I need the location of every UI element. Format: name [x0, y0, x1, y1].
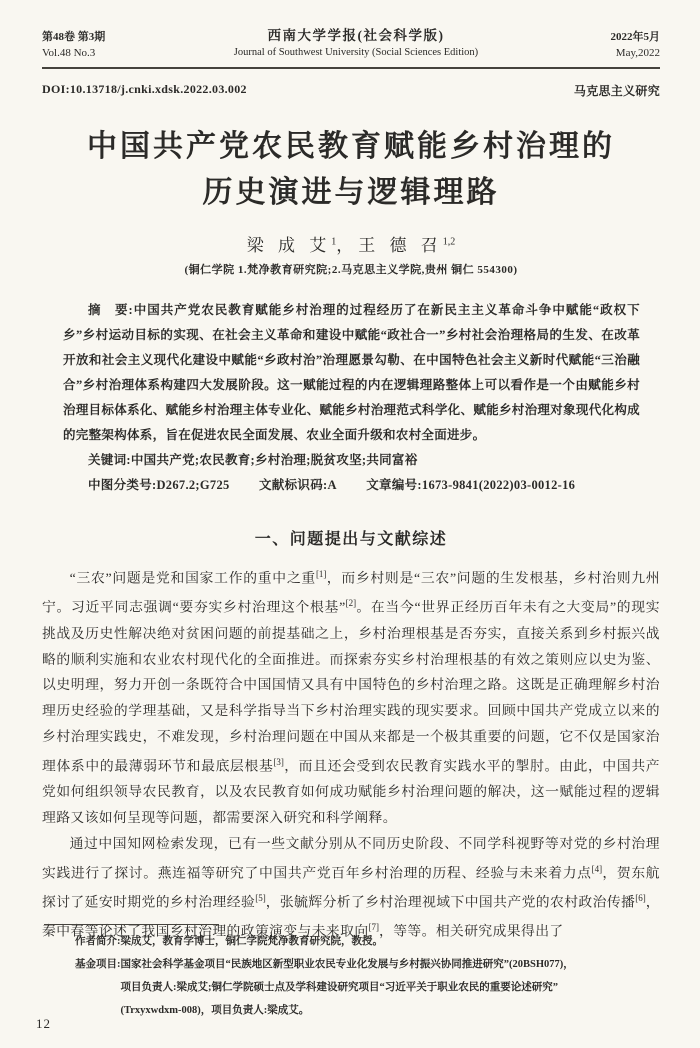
clc-number: 中图分类号:D267.2;G725	[88, 478, 230, 492]
doi: DOI:10.13718/j.cnki.xdsk.2022.03.002	[42, 82, 247, 96]
journal-name	[172, 28, 540, 61]
volume-issue-en: Vol.48 No.3	[42, 47, 96, 59]
author-bio-text: 梁成艾，教育学博士，铜仁学院梵净教育研究院，教授。	[120, 936, 383, 947]
article-title-line2: 历史演进与逻辑理路	[202, 176, 500, 209]
page-number: 12	[36, 1016, 51, 1031]
article-meta	[63, 473, 640, 498]
volume-issue-cn: 第48卷 第3期	[42, 31, 106, 43]
journal-name-en: Journal of Southwest University (Social Sciences Edition)	[233, 47, 479, 58]
keywords-label: 关键词:	[88, 453, 131, 467]
body-paragraph-2: 通过中国知网检索发现，已有一些文献分别从不同历史阶段、不同学科视野等对党的乡村治理实践进行了探讨。燕连福等研究了中国共产党百年乡村治理的历程、经验与未来着力点[4]，贺东航探讨了延安时期党的乡村治理经验[5]，张毓辉分析了乡村治理视域下中国共产党的农村政治传播[6]，秦中春等论述了我国乡村治理的政策演变与未来取向[7]，等等。相关研究成果得出了	[42, 835, 660, 939]
footnotes	[44, 924, 660, 1022]
abstract-block	[63, 298, 640, 498]
author-bio	[44, 930, 660, 953]
doi-row	[42, 82, 660, 99]
header-divider	[42, 67, 660, 69]
issue-date-en: May,2022	[615, 47, 660, 59]
footnote-divider	[44, 924, 219, 925]
author-bio-label: 作者简介:	[75, 936, 121, 947]
authors: 梁 成 艾$^1$，王 德 召$^{1,2}$	[246, 236, 456, 255]
funding-line: 项目负责人:梁成艾;铜仁学院硕士点及学科建设研究项目“习近平关于职业农民的重要论述研究”	[120, 982, 558, 993]
funding-line: (Trxyxwdxm-008)，项目负责人:梁成艾。	[120, 1005, 310, 1016]
column-label: 马克思主义研究	[573, 84, 660, 98]
abstract-label: 摘 要:	[88, 303, 133, 317]
funding-text	[121, 953, 574, 1022]
section-heading: 一、问题提出与文献综述	[254, 531, 448, 548]
body-paragraph-1: “三农”问题是党和国家工作的重中之重[1]，而乡村则是“三农”问题的生发根基，乡村治则九州宁。习近平同志强调“要夯实乡村治理这个根基”[2]。在当今“世界正经历百年未有之大变局”的现实挑战及历史性解决绝对贫困问题的前提基础之上，乡村治理根基是否夯实，直接关系到乡村振兴战略的顺利实施和农业农村现代化的全面推进。而探索夯实乡村治理根基的有效之策则应以史为鉴、以史明理，努力开创一条既符合中国国情又具有中国特色的乡村治理之路。这既是正确理解乡村治理历史经验的学理基础，又是科学指导当下乡村治理实践的现实要求。回顾中国共产党成立以来的乡村治理实践史，不难发现，乡村治理问题在中国从来都是一个极其重要的问题，它不仅是国家治理体系中的最薄弱环节和最底层根基[3]，而且还会受到农民教育实践水平的掣肘。由此，中国共产党如何组织领导农民教育，以及农民教育如何成功赋能乡村治理问题的解决，这一赋能过程的逻辑理路又该如何呈现等问题，都需要深入研究和科学阐释。	[42, 569, 661, 825]
document-code: 文献标识码:A	[259, 478, 337, 492]
funding-label: 基金项目:	[75, 959, 121, 970]
article-title	[42, 124, 660, 216]
keywords	[63, 448, 640, 473]
issue-date-cn: 2022年5月	[610, 31, 660, 43]
funding-note	[44, 953, 660, 1022]
keywords-text: 中国共产党;农民教育;乡村治理;脱贫攻坚;共同富裕	[130, 453, 418, 467]
affiliation: (铜仁学院 1.梵净教育研究院;2.马克思主义学院,贵州 铜仁 554300)	[184, 264, 518, 276]
article-title-line1: 中国共产党农民教育赋能乡村治理的	[87, 130, 615, 163]
abstract	[63, 298, 640, 448]
abstract-text: 中国共产党农民教育赋能乡村治理的过程经历了在新民主主义革命斗争中赋能“政权下乡”乡村运动目标的实现、在社会主义革命和建设中赋能“政社合一”乡村社会治理格局的生发、在改革开放和社会主义现代化建设中赋能“乡政村治”治理愿景勾勒、在中国特色社会主义新时代赋能“三治融合”乡村治理体系构建四大发展阶段。这一赋能过程的内在逻辑理路整体上可以看作是一个由赋能乡村治理目标体系化、赋能乡村治理主体专业化、赋能乡村治理范式科学化、赋能乡村治理对象现代化构成的完整架构体系，旨在促进农民全面发展、农业全面升级和农村全面进步。	[63, 303, 640, 442]
journal-header	[42, 28, 660, 61]
funding-line: 国家社会科学基金项目“民族地区新型职业农民专业化发展与乡村振兴协同推进研究”(20BSH077)，	[120, 959, 574, 970]
journal-name-cn: 西南大学学报(社会科学版)	[267, 28, 445, 43]
volume-issue	[42, 29, 172, 61]
article-id: 文章编号:1673-9841(2022)03-0012-16	[366, 478, 576, 492]
issue-date	[540, 29, 660, 61]
